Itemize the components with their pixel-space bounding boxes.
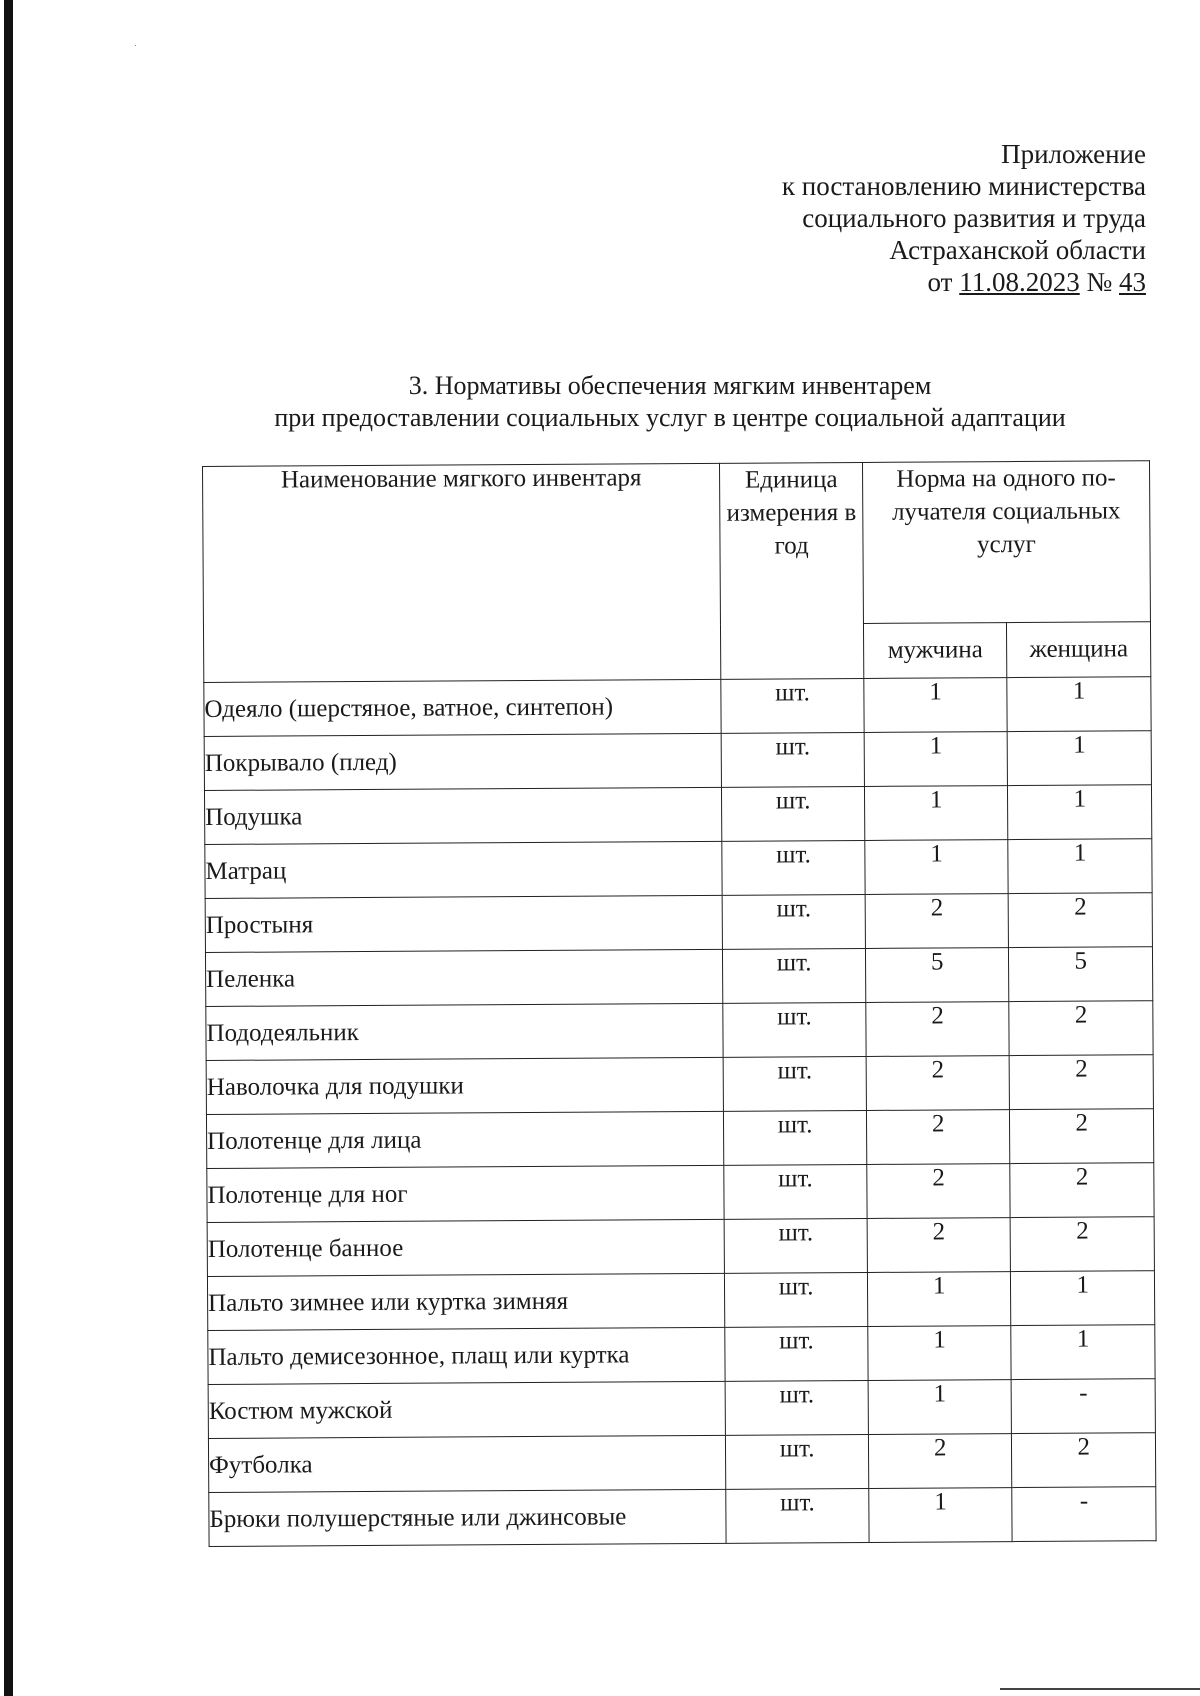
table-row — [204, 785, 1151, 845]
date-prefix: от — [927, 267, 953, 297]
item-name: Пальто демисезонное, плащ или куртка — [208, 1327, 726, 1384]
item-name: Брюки полушерстяные или джинсовые — [209, 1489, 727, 1546]
table-row — [207, 1163, 1154, 1223]
item-female: 1 — [1008, 785, 1152, 840]
appendix-line-3: социального развития и труда — [802, 203, 1146, 233]
item-name: Пододеяльник — [206, 1003, 724, 1060]
item-name: Пальто зимнее или куртка зимняя — [207, 1273, 725, 1330]
item-female: 2 — [1010, 1163, 1154, 1218]
item-name: Полотенце для ног — [207, 1165, 725, 1222]
table-row — [206, 1055, 1153, 1115]
item-female: 2 — [1011, 1217, 1155, 1272]
appendix-line-1: Приложение — [1001, 139, 1146, 169]
item-male: 1 — [864, 678, 1008, 733]
appendix-header — [782, 138, 1146, 298]
table-row — [208, 1325, 1155, 1385]
item-female: 2 — [1010, 1055, 1154, 1110]
table-row — [205, 947, 1152, 1007]
header-unit: Единица измерения в год — [720, 462, 864, 679]
item-male: 1 — [867, 1272, 1011, 1327]
header-norm: Норма на одного по-лучателя социальных услуг — [862, 461, 1150, 624]
item-unit: шт. — [721, 678, 864, 733]
item-name: Костюм мужской — [208, 1381, 726, 1438]
item-unit: шт. — [726, 1488, 869, 1543]
item-female: 2 — [1012, 1433, 1156, 1488]
item-male: 1 — [868, 1326, 1012, 1381]
item-female: 1 — [1007, 677, 1151, 732]
item-male: 1 — [868, 1380, 1012, 1435]
scan-edge — [4, 0, 13, 1696]
item-female: 1 — [1008, 731, 1152, 786]
document-title — [200, 370, 1140, 434]
item-unit: шт. — [723, 1056, 866, 1111]
table-body — [204, 677, 1156, 1547]
item-male: 2 — [867, 1218, 1011, 1273]
item-female: 1 — [1011, 1271, 1155, 1326]
item-unit: шт. — [725, 1380, 868, 1435]
item-unit: шт. — [722, 840, 865, 895]
item-female: - — [1012, 1379, 1156, 1434]
title-line-2: при предоставлении социальных услуг в центре социальной адаптации — [274, 403, 1066, 432]
item-male: 2 — [866, 1002, 1010, 1057]
header-item-name: Наименование мягкого инвентаря — [203, 463, 722, 682]
item-male: 1 — [864, 732, 1008, 787]
title-line-1: 3. Нормативы обеспечения мягким инвентарем — [408, 371, 932, 400]
item-male: 1 — [869, 1488, 1013, 1543]
table-row — [208, 1433, 1155, 1493]
item-female: 2 — [1009, 1001, 1153, 1056]
item-name: Простыня — [205, 895, 723, 952]
item-unit: шт. — [725, 1326, 868, 1381]
table-row — [209, 1487, 1156, 1547]
item-female: 1 — [1008, 839, 1152, 894]
item-unit: шт. — [723, 1002, 866, 1057]
appendix-line-4: Астраханской области — [889, 235, 1146, 265]
table-row — [207, 1217, 1154, 1277]
item-name: Матрац — [205, 841, 723, 898]
item-unit: шт. — [726, 1434, 869, 1489]
item-unit: шт. — [723, 948, 866, 1003]
table-row — [204, 677, 1151, 737]
item-name: Наволочка для подушки — [206, 1057, 724, 1114]
item-name: Полотенце банное — [207, 1219, 725, 1276]
appendix-line-2: к постановлению министерства — [781, 171, 1146, 201]
item-male: 2 — [868, 1434, 1012, 1489]
item-male: 2 — [866, 1110, 1010, 1165]
item-unit: шт. — [724, 1164, 867, 1219]
item-female: 1 — [1011, 1325, 1155, 1380]
header-female: женщина — [1007, 622, 1151, 678]
item-male: 2 — [866, 1056, 1010, 1111]
item-female: 5 — [1009, 947, 1153, 1002]
item-male: 5 — [865, 948, 1009, 1003]
item-unit: шт. — [725, 1272, 868, 1327]
inventory-table — [202, 460, 1157, 1547]
item-male: 2 — [867, 1164, 1011, 1219]
table-row — [208, 1379, 1155, 1439]
scan-bottom-mark — [1000, 1688, 1200, 1690]
appendix-date-line — [782, 266, 1146, 298]
item-unit: шт. — [721, 732, 864, 787]
item-male: 1 — [864, 786, 1008, 841]
item-unit: шт. — [724, 1110, 867, 1165]
item-name: Футболка — [208, 1435, 726, 1492]
item-unit: шт. — [722, 894, 865, 949]
number-sign: № — [1086, 267, 1113, 297]
decree-date: 11.08.2023 — [959, 267, 1080, 297]
item-name: Подушка — [204, 787, 722, 844]
scan-speck — [135, 45, 136, 46]
table-row — [205, 839, 1152, 899]
table-row — [206, 1001, 1153, 1061]
item-unit: шт. — [722, 786, 865, 841]
item-name: Одеяло (шерстяное, ватное, синтепон) — [204, 679, 722, 736]
item-male: 2 — [865, 894, 1009, 949]
table-row — [204, 731, 1151, 791]
item-unit: шт. — [724, 1218, 867, 1273]
item-name: Пеленка — [205, 949, 723, 1006]
header-male: мужчина — [863, 623, 1007, 679]
item-name: Покрывало (плед) — [204, 733, 722, 790]
item-male: 1 — [865, 840, 1009, 895]
decree-number: 43 — [1119, 267, 1146, 297]
item-female: 2 — [1009, 893, 1153, 948]
item-female: - — [1012, 1487, 1156, 1542]
table-row — [206, 1109, 1153, 1169]
table-row — [205, 893, 1152, 953]
item-name: Полотенце для лица — [206, 1111, 724, 1168]
table-row — [207, 1271, 1154, 1331]
item-female: 2 — [1010, 1109, 1154, 1164]
